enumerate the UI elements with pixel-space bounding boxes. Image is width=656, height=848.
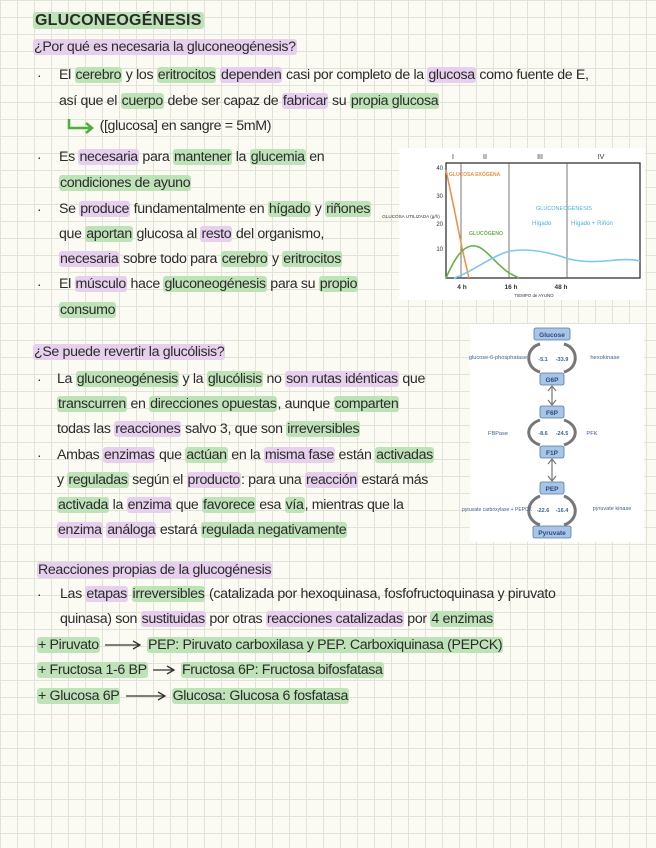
s1-b2-line2: condiciones de ayuno <box>60 175 191 191</box>
node-label: PEP <box>545 486 559 493</box>
section1-heading: ¿Por qué es necesaria la gluconeogénesis? <box>34 39 296 55</box>
s3-b1-line2: quinasa) son sustituidas por otras reacciones catalizadas por 4 enzimas <box>60 611 493 627</box>
reaction-row-1: + Piruvato PEP: Piruvato carboxilasa y PEP. Carboxiquinasa (PEPCK) <box>38 637 503 653</box>
reaction-row-2: + Fructosa 1-6 BP Fructosa 6P: Fructosa bifosfatasa <box>38 662 383 678</box>
right-arrow-icon <box>151 665 177 675</box>
node-label: Pyruvate <box>538 530 566 537</box>
glycogen-label: GLUCÓGENO <box>469 231 504 237</box>
delta-g-value: -5.1 <box>538 357 548 363</box>
enzyme-label: pyruvate carboxylase + PEPCK <box>462 507 532 513</box>
s1-b3-line3: necesaria sobre todo para cerebro y eritrocitos <box>60 251 341 267</box>
exogenous-label: GLUCOSA EXÓGENA <box>449 172 501 178</box>
y-tick: 20 <box>436 222 443 228</box>
bullet-dot: · <box>37 67 42 83</box>
s1-b3-line1: Se produce fundamentalmente en hígado y riñones <box>59 201 371 217</box>
enzyme-label: glucose-6-phosphatase <box>468 355 528 361</box>
x-tick: 4 h <box>457 284 467 291</box>
liver-kidney-label: Hígado + Riñón <box>571 221 613 227</box>
phase-label: I <box>452 154 454 161</box>
s1-b4-line1: El músculo hace gluconeogénesis para su propio <box>59 276 358 292</box>
s2-b2-line1: Ambas enzimas que actúan en la misma fase están activadas <box>57 447 433 463</box>
reversible-arrow <box>548 386 556 405</box>
gng-label: GLUCONEOGÉNESIS <box>536 206 592 212</box>
green-arrow-icon <box>66 116 96 136</box>
y-axis-label: GLUCOSA UTILIZADA (g/h) <box>382 214 440 219</box>
x-axis-label: TIEMPO de AYUNO <box>514 293 554 298</box>
node-label: F1P <box>546 450 558 457</box>
gluconeogenesis-curve <box>454 250 640 278</box>
s1-b1-line1: El cerebro y los eritrocitos dependen casi por completo de la glucosa como fuente de E, <box>59 67 589 83</box>
section3-heading: Reacciones propias de la glucogénesis <box>38 562 272 578</box>
delta-g-value: -24.5 <box>555 431 569 437</box>
node-label: Glucose <box>539 332 565 339</box>
node-label: F6P <box>546 410 558 417</box>
y-tick: 40 <box>436 166 443 172</box>
delta-g-value: -16.4 <box>555 508 569 514</box>
reaction-row-3: + Glucosa 6P Glucosa: Glucosa 6 fosfatasa <box>38 688 349 704</box>
s2-b1-line1: La gluconeogénesis y la glucólisis no son rutas idénticas que <box>57 371 426 387</box>
reversible-arrow <box>548 459 556 481</box>
delta-g-value: -33.9 <box>555 357 569 363</box>
y-tick: 30 <box>436 194 443 200</box>
phase-label: II <box>483 154 487 161</box>
liver-label: Hígado <box>532 221 552 227</box>
s3-b1-line1: Las etapas irreversibles (catalizada por hexoquinasa, fosfofructoquinasa y piruvato <box>60 586 556 602</box>
s2-b2-line2: y reguladas según el producto: para una reacción estará más <box>57 472 429 488</box>
right-arrow-icon <box>124 691 168 701</box>
enzyme-label: FBPase <box>488 431 508 437</box>
s1-arrow-line: ([glucosa] en sangre = 5mM) <box>66 114 271 139</box>
exogenous-curve <box>446 170 469 278</box>
x-tick: 48 h <box>554 284 568 291</box>
delta-g-value: -22.6 <box>536 508 550 514</box>
fasting-glucose-figure <box>382 148 645 300</box>
right-arrow-icon <box>103 640 143 650</box>
phase-label: III <box>537 154 543 161</box>
enzyme-label: hexokinase <box>590 355 620 361</box>
node-label: G6P <box>545 377 559 384</box>
delta-g-value: -8.6 <box>538 431 548 437</box>
pathway-diagram <box>462 324 644 542</box>
phase-label: IV <box>597 154 605 161</box>
glycogen-curve <box>446 246 519 278</box>
s1-b4-line2: consumo <box>60 302 116 318</box>
s2-b2-line3: activada la enzima que favorece esa vía, mientras que la <box>58 497 404 513</box>
enzyme-label: pyruvate kinase <box>592 506 632 512</box>
enzyme-label: PFK <box>586 431 598 437</box>
s1-b1-line2: así que el cuerpo debe ser capaz de fabricar su propia glucosa <box>59 93 439 109</box>
page-title: GLUCONEOGÉNESIS <box>35 12 202 29</box>
s2-b1-line3: todas las reacciones salvo 3, que son irreversibles <box>57 421 360 437</box>
s2-b2-line4: enzima análoga estará regulada negativamente <box>58 522 347 538</box>
section2-heading: ¿Se puede revertir la glucólisis? <box>34 344 225 360</box>
y-tick: 10 <box>436 247 443 253</box>
x-tick: 16 h <box>504 284 518 291</box>
s1-b2-line1: Es necesaria para mantener la glucemia en <box>59 149 325 165</box>
s2-b1-line2: transcurren en direcciones opuestas, aunque comparten <box>58 396 399 412</box>
s1-b3-line2: que aportan glucosa al resto del organismo, <box>59 226 325 242</box>
